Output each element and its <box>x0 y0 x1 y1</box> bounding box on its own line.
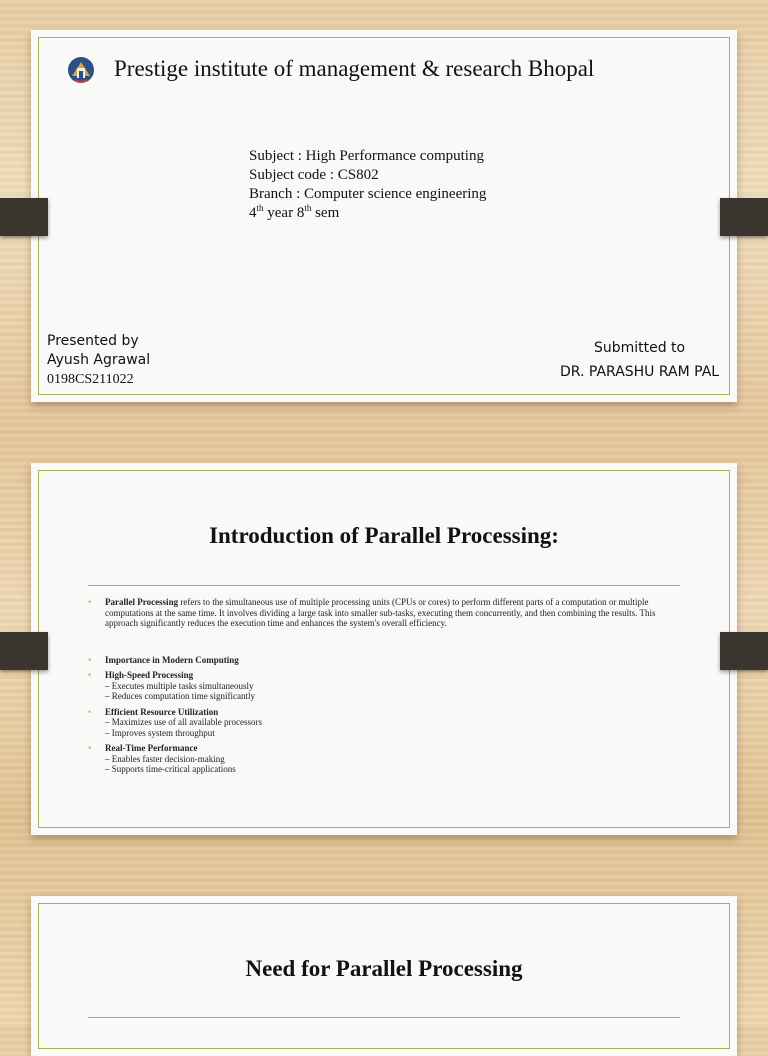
year-sem-line <box>249 204 486 223</box>
presenter-name: Ayush Agrawal <box>47 352 151 368</box>
subject-line: Subject : High Performance computing <box>249 148 484 164</box>
presented-by-block <box>47 332 150 389</box>
point-line: – Enables faster decision-making <box>105 753 225 764</box>
title-divider <box>88 1017 680 1018</box>
point-line: – Improves system throughput <box>105 727 215 738</box>
presented-by-label: Presented by <box>47 333 139 349</box>
presenter-id: 0198CS211022 <box>47 372 134 387</box>
title-divider <box>88 585 680 586</box>
point-heading: High-Speed Processing <box>105 670 194 680</box>
submitted-to-name: DR. PARASHU RAM PAL <box>560 364 720 380</box>
point-heading: Real-Time Performance <box>105 743 198 753</box>
list-item <box>88 655 678 666</box>
list-item <box>88 597 678 629</box>
bullet-list <box>88 597 678 780</box>
subject-block <box>249 147 486 223</box>
list-item <box>88 707 678 739</box>
submitted-to-label: Submitted to <box>593 340 686 356</box>
point-line: – Maximizes use of all available processors <box>105 717 262 727</box>
institute-name: Prestige institute of management & research Bhopal <box>114 56 595 81</box>
list-item <box>88 670 678 702</box>
title-slide <box>31 30 737 402</box>
bullet-icon: • <box>88 706 92 717</box>
bullet-icon: • <box>88 743 92 753</box>
point-heading: Efficient Resource Utilization <box>105 706 219 717</box>
need-slide <box>31 896 737 1056</box>
sem-suffix: th <box>304 203 312 213</box>
point-line: – Reduces computation time significantly <box>105 691 255 701</box>
year-suffix: th <box>256 203 264 213</box>
slide-tab-left <box>0 198 48 236</box>
institute-logo-icon <box>67 54 95 86</box>
intro-text: refers to the simultaneous use of multiple processing units (CPUs or cores) to perform different parts of a computation or multiple computations at the same time. It involves dividing a large task into smaller sub-tasks, executing them concurrently, and then combining the results. This approach significantly reduces the execution time and enhances the system's overall efficiency. <box>105 597 656 628</box>
bullet-icon: • <box>88 654 92 665</box>
slide-tab-left <box>0 632 48 670</box>
subject-code-line: Subject code : CS802 <box>249 167 379 183</box>
intro-slide <box>31 463 737 835</box>
importance-heading: Importance in Modern Computing <box>105 654 239 665</box>
submitted-to-block <box>560 336 719 384</box>
sem-text: sem <box>311 205 340 221</box>
point-line: – Executes multiple tasks simultaneously <box>105 680 254 691</box>
intro-term: Parallel Processing <box>105 597 179 607</box>
bullet-icon: • <box>88 670 92 680</box>
slide-title: Introduction of Parallel Processing: <box>209 523 559 548</box>
branch-line: Branch : Computer science engineering <box>249 186 487 202</box>
bullet-icon: • <box>88 597 92 607</box>
slide-tab-right <box>720 632 768 670</box>
list-item <box>88 743 678 775</box>
year-number: 4 <box>249 205 257 221</box>
slide-title: Need for Parallel Processing <box>245 956 523 981</box>
point-line: – Supports time-critical applications <box>105 764 236 774</box>
year-text: year 8 <box>263 205 305 221</box>
slide-tab-right <box>720 198 768 236</box>
